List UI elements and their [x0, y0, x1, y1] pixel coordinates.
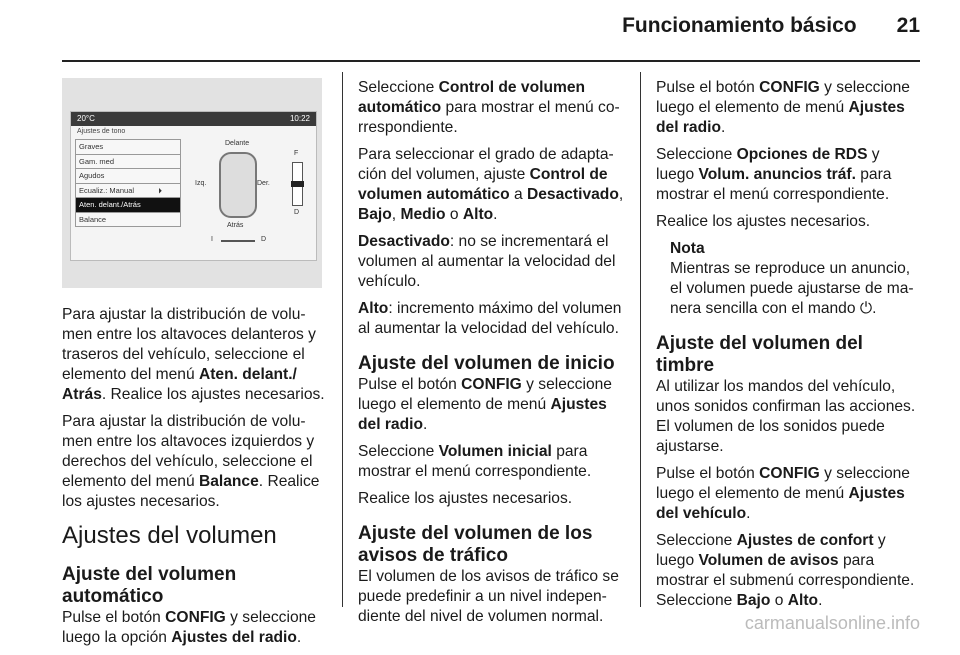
clock: 10:22 [289, 114, 310, 123]
menu-item-label: Ecualiz.: Manual [79, 185, 135, 195]
option-term: Alto [462, 206, 494, 223]
text: y luego [656, 532, 886, 569]
front-label: Delante [225, 140, 250, 147]
watermark: carmanualsonline.info [744, 613, 920, 633]
option-term: Bajo [736, 592, 771, 609]
paragraph [358, 78, 626, 138]
paragraph [656, 531, 922, 611]
text: : no se incrementará el volumen al aumentar la velocidad del vehículo. [358, 233, 616, 290]
paragraph [62, 608, 327, 648]
front-slider-label: F [294, 150, 299, 157]
text: a [509, 186, 527, 203]
menu-term: Ajustes del radio [358, 396, 607, 433]
option-term: Desactivado [358, 233, 450, 250]
button-term: CONFIG [165, 609, 226, 626]
text: para mostrar el submenú correspondiente. Seleccione [656, 552, 915, 609]
header-title: Funcionamiento básico [622, 14, 857, 37]
subsection-heading: Ajuste del volumen del timbre [656, 333, 863, 376]
text: . Realice los ajustes necesarios. [62, 473, 320, 510]
menu-item: Graves [75, 139, 181, 155]
balance-bar [221, 240, 255, 242]
temperature: 20°C [77, 114, 95, 123]
text: Seleccione [358, 443, 439, 460]
text: para mostrar el menú correspondiente. [656, 166, 892, 203]
text: o [445, 206, 463, 223]
option-term: Bajo [358, 206, 392, 223]
paragraph [358, 232, 626, 292]
column-3 [656, 78, 922, 618]
text: Pulse el botón [656, 79, 760, 96]
text: . [818, 592, 823, 609]
status-bar [71, 112, 316, 126]
menu-term: Ajustes del radio [171, 629, 297, 646]
text: Pulse el botón [358, 376, 462, 393]
button-term: CONFIG [759, 465, 820, 482]
menu-term: Aten. delant./ Atrás [62, 366, 297, 403]
text: . [721, 119, 726, 136]
column-divider [342, 72, 343, 607]
text: para mostrar el menú correspondiente. [358, 99, 620, 136]
text: para mostrar el menú correspondiente. [358, 443, 592, 480]
column-2 [358, 78, 626, 634]
fader-slider [292, 162, 303, 206]
menu-term: Ajustes del vehículo [656, 485, 905, 522]
text: o [770, 592, 788, 609]
button-term: CONFIG [461, 376, 522, 393]
paragraph [656, 78, 922, 138]
menu-term: Balance [198, 473, 259, 490]
button-term: CONFIG [759, 79, 820, 96]
option-term: Desactivado [526, 186, 619, 203]
text: Para seleccionar el grado de adaptación del volumen, ajuste [358, 146, 614, 183]
section-heading: Ajustes del volumen [62, 522, 277, 549]
paragraph: El volumen de los avisos de tráfico se puede predefinir a un nivel independiente del nivel de volumen normal. [358, 568, 619, 625]
menu-term: Volumen de avisos [698, 552, 839, 569]
menu-term: Volumen inicial [438, 443, 552, 460]
text: y seleccione luego el elemento de menú [358, 376, 612, 413]
menu-item [75, 184, 181, 199]
text: Para ajustar la distribución de volumen entre los altavoces izquierdos y derechos del vehículo, seleccione el elemento del menú [62, 413, 315, 490]
menu-term: Volum. anuncios tráf. [698, 166, 856, 183]
text: . [493, 206, 498, 223]
arrow-right-icon: ⏵ [158, 185, 162, 195]
text: . [746, 505, 751, 522]
screen-figure [62, 78, 322, 288]
rear-slider-label: D [294, 209, 300, 216]
paragraph [62, 412, 327, 512]
note-title: Nota [670, 240, 705, 257]
menu-item-selected: Aten. delant./Atrás [75, 198, 181, 213]
text: : incremento máximo del volumen al aumentar la velocidad del vehículo. [358, 300, 622, 337]
subsection-heading: Ajuste del volumen de inicio [358, 353, 615, 374]
menu-term: Ajustes del radio [656, 99, 905, 136]
menu-term: Control de volumen automático [358, 166, 608, 203]
car-icon [219, 152, 257, 218]
rear-label: Atrás [227, 222, 244, 229]
paragraph: Al utilizar los mandos del vehículo, unos sonidos confirman las acciones. El volumen de los sonidos puede ajustarse. [656, 378, 916, 455]
balance-right-label: D [261, 236, 267, 243]
paragraph [358, 299, 626, 339]
balance-left-label: I [211, 236, 213, 243]
paragraph [656, 464, 922, 524]
paragraph [656, 145, 922, 205]
menu-item: Gam. med [75, 155, 181, 170]
paragraph: Realice los ajustes necesarios. [358, 490, 573, 507]
page-header [622, 14, 920, 38]
note-block [656, 239, 922, 319]
menu-term: Control de volumen automático [358, 79, 586, 116]
note-text: Mientras se reproduce un anuncio, el volumen puede ajustarse de manera sencilla con el mando ⏻. [670, 260, 914, 317]
option-term: Alto [358, 300, 389, 317]
menu-item: Agudos [75, 169, 181, 184]
text: . [296, 629, 302, 646]
paragraph [62, 305, 327, 405]
option-term: Medio [400, 206, 446, 223]
text: , [391, 206, 401, 223]
text: Para ajustar la distribución de volumen entre los altavoces delanteros y traseros del vehículo, seleccione el elemento del menú [62, 306, 316, 383]
paragraph [358, 145, 626, 225]
text: , [618, 186, 624, 203]
menu-term: Ajustes de confort [736, 532, 874, 549]
text: Pulse el botón [62, 609, 166, 626]
menu-term: Opciones de RDS [736, 146, 868, 163]
subsection-heading: Ajuste del volumen de los avisos de tráfico [358, 523, 593, 566]
tone-menu [75, 139, 181, 227]
page-number: 21 [896, 14, 920, 37]
paragraph [358, 375, 626, 435]
text: y seleccione luego el elemento de menú [656, 79, 910, 116]
paragraph: Realice los ajustes necesarios. [656, 213, 871, 230]
screen-title: Ajustes de tono [77, 128, 126, 135]
infotainment-screen [70, 111, 317, 261]
option-term: Alto [787, 592, 819, 609]
text: Seleccione [656, 532, 737, 549]
text: . Realice los ajustes necesarios. [101, 386, 325, 403]
text: . [423, 416, 428, 433]
left-label: Izq. [195, 180, 207, 187]
text: y luego [656, 146, 880, 183]
column-divider [640, 72, 641, 607]
text: y seleccione luego el elemento de menú [656, 465, 910, 502]
text: Seleccione [656, 146, 737, 163]
menu-item: Balance [75, 213, 181, 228]
slider-knob [291, 181, 304, 187]
text: y seleccione luego la opción [62, 609, 316, 646]
column-1 [62, 305, 327, 655]
subsection-heading: Ajuste del volumen automático [62, 564, 237, 607]
right-label: Der. [257, 180, 270, 187]
text: Pulse el botón [656, 465, 760, 482]
text: Seleccione [358, 79, 439, 96]
header-rule [62, 60, 920, 62]
paragraph [358, 442, 626, 482]
